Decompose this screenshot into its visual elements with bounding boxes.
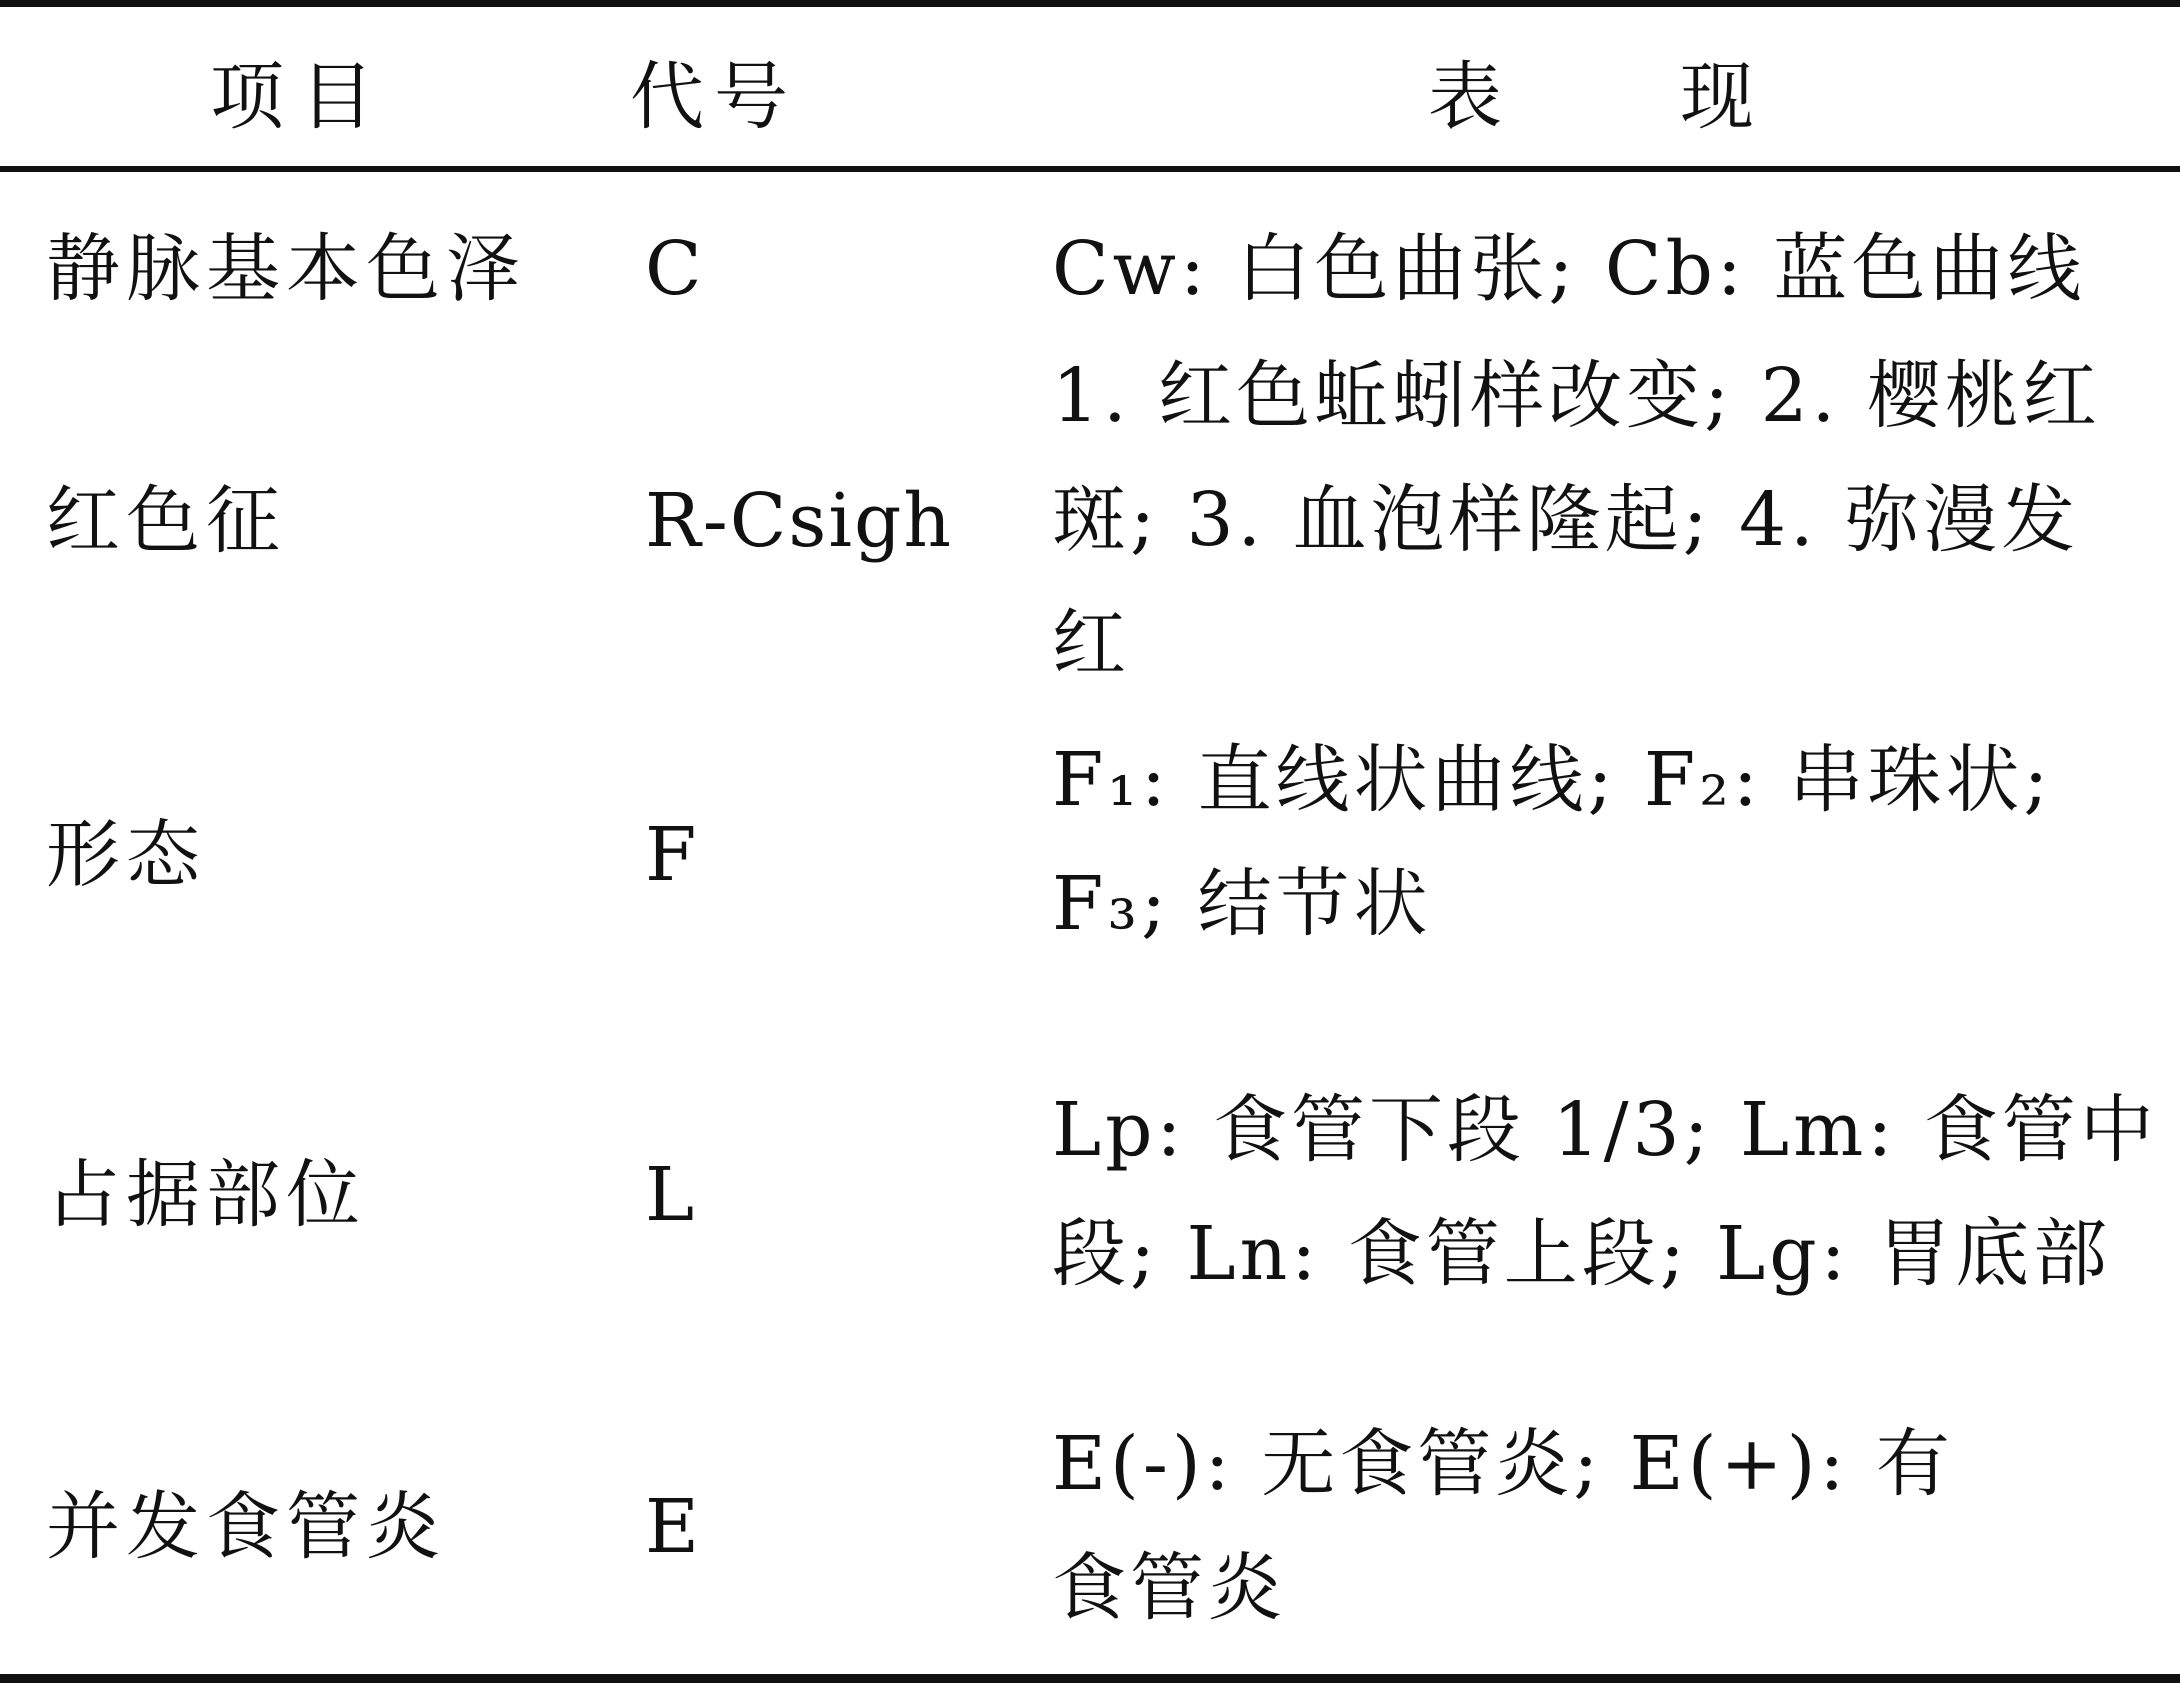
row-description xyxy=(1052,1402,2152,1650)
header-description-part1: 表 xyxy=(1428,54,1508,140)
description-line: F₃; 结节状 xyxy=(1052,861,1432,947)
row-code: E xyxy=(645,1484,702,1570)
description-line: E(-): 无食管炎; E(+): 有 xyxy=(1052,1421,1954,1507)
description-line: 斑; 3. 血泡样隆起; 4. 弥漫发 xyxy=(1052,477,2080,563)
row-description xyxy=(1052,1068,2158,1316)
description-line: 食管炎 xyxy=(1052,1545,1286,1631)
row-description xyxy=(1052,334,2152,706)
description-line: 红 xyxy=(1052,601,1130,687)
row-item: 并发食管炎 xyxy=(46,1484,446,1570)
row-code: R-Csigh xyxy=(645,478,954,564)
header-code: 代号 xyxy=(630,54,798,140)
bottom-rule xyxy=(0,1674,2180,1683)
description-line: Cw: 白色曲张; Cb: 蓝色曲线 xyxy=(1052,226,2086,312)
header-rule xyxy=(0,166,2180,172)
row-description xyxy=(1052,207,2152,331)
row-item: 红色征 xyxy=(46,478,286,564)
top-rule xyxy=(0,0,2180,7)
description-line: 1. 红色蚯蚓样改变; 2. 樱桃红 xyxy=(1052,353,2101,439)
row-item: 静脉基本色泽 xyxy=(46,226,526,312)
row-item: 占据部位 xyxy=(46,1152,366,1238)
row-description xyxy=(1052,718,2152,966)
description-line: Lp: 食管下段 1/3; Lm: 食管中 xyxy=(1052,1087,2158,1173)
row-code: F xyxy=(645,812,699,898)
row-item: 形态 xyxy=(46,812,206,898)
description-line: 段; Ln: 食管上段; Lg: 胃底部 xyxy=(1052,1211,2112,1297)
row-code: L xyxy=(645,1152,697,1238)
header-description-part2: 现 xyxy=(1680,54,1760,140)
description-line: F₁: 直线状曲线; F₂: 串珠状; xyxy=(1052,737,2053,823)
header-item: 项目 xyxy=(210,54,390,140)
row-code: C xyxy=(645,226,704,312)
